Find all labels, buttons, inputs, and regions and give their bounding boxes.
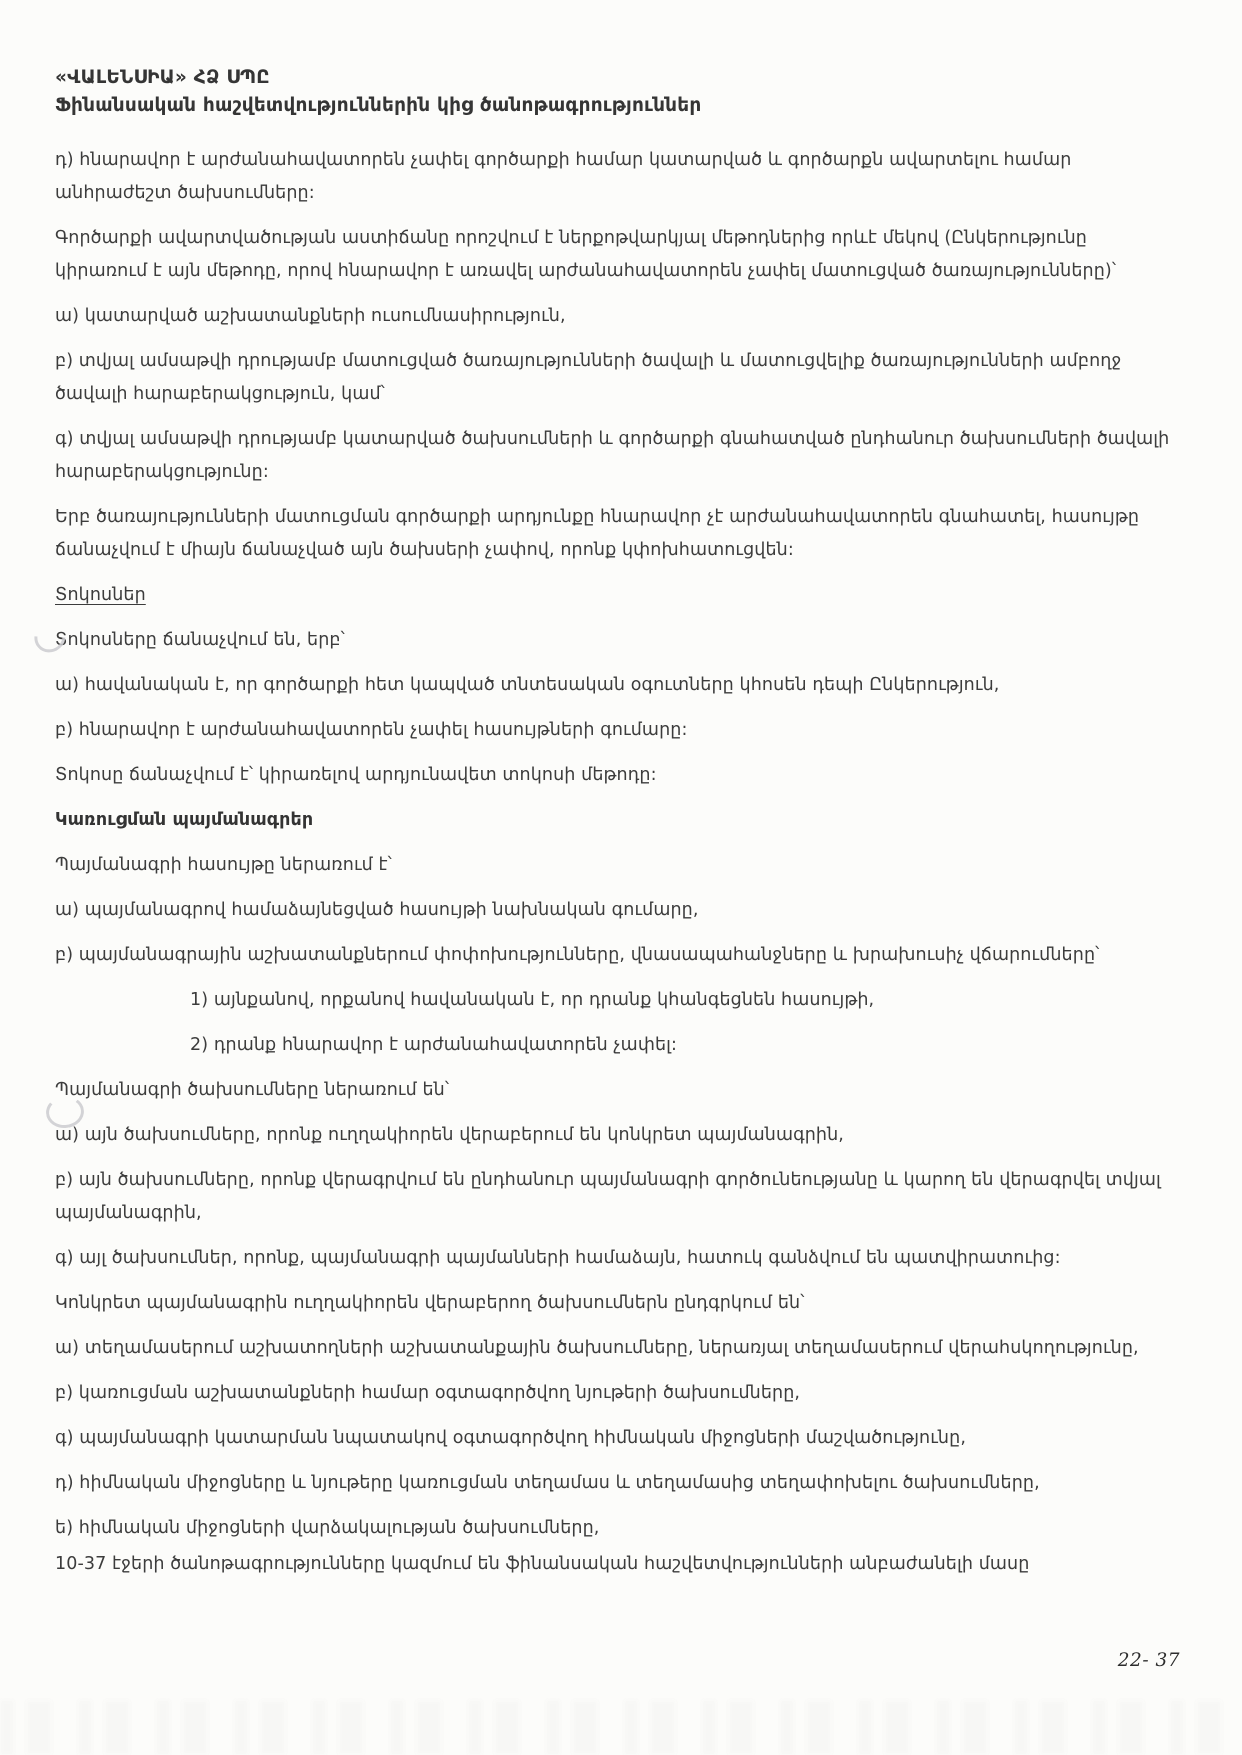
paragraph: Կոնկրետ պայմանագրին ուղղակիորեն վերաբերող ծախսումներն ընդգրկում են՝ xyxy=(55,1293,805,1313)
paragraph: բ) կառուցման աշխատանքների համար օգտագործվող նյութերի ծախսումները, xyxy=(55,1383,801,1403)
paragraph: ե) հիմնական միջոցների վարձակալության ծախսումները, xyxy=(55,1518,600,1538)
paragraph: 10-37 էջերի ծանոթագրությունները կազմում են ֆինանսական հաշվետվությունների անբաժանելի մասը xyxy=(55,1554,1030,1574)
paragraph: բ) պայմանագրային աշխատանքներում փոփոխությունները, վնասապահանջները և խրախուսիչ վճարումները՝ xyxy=(55,945,1100,965)
paragraph: 2) դրանք հնարավոր է արժանահավատորեն չափել: xyxy=(190,1035,678,1055)
paragraph: ա) տեղամասերում աշխատողների աշխատանքային ծախսումները, ներառյալ տեղամասերում վերահսկողությունը, xyxy=(55,1338,1139,1358)
paragraph: գ) պայմանագրի կատարման նպատակով օգտագործվող հիմնական միջոցների մաշվածությունը, xyxy=(55,1428,966,1448)
scan-bleed-through xyxy=(0,1700,1242,1755)
paragraph: դ) հնարավոր է արժանահավատորեն չափել գործարքի համար կատարված և գործարքն ավարտելու համար անհրաժեշտ ծախսումները: xyxy=(55,150,1072,203)
paragraph: Գործարքի ավարտվածության աստիճանը որոշվում է ներքոթվարկյալ մեթոդներից որևէ մեկով (Ընկերությունը կիրառում է այն մեթոդը, որով հնարավոր է առավել արժանահավատորեն չափել մատուցված ծառայությունները)՝ xyxy=(55,228,1117,281)
document-body xyxy=(55,64,1180,1581)
paragraph: 1) այնքանով, որքանով հավանական է, որ դրանք կհանգեցնեն հասույթի, xyxy=(190,990,875,1010)
paragraph: ա) կատարված աշխատանքների ուսումնասիրություն, xyxy=(55,306,566,326)
paragraph: Տոկոսները ճանաչվում են, երբ՝ xyxy=(55,630,345,650)
paragraph: գ) տվյալ ամսաթվի դրությամբ կատարված ծախսումների և գործարքի գնահատված ընդհանուր ծախսումների ծավալի հարաբերակցությունը: xyxy=(55,429,1170,482)
section-heading: Կառուցման պայմանագրեր xyxy=(55,810,314,830)
paragraph: ա) պայմանագրով համաձայնեցված հասույթի նախնական գումարը, xyxy=(55,900,699,920)
paragraph: բ) հնարավոր է արժանահավատորեն չափել հասույթների գումարը: xyxy=(55,720,688,740)
paragraph: Պայմանագրի ծախսումները ներառում են՝ xyxy=(55,1080,450,1100)
paragraph-list xyxy=(55,144,1180,1581)
paragraph: գ) այլ ծախսումներ, որոնք, պայմանագրի պայմանների համաձայն, հատուկ գանձվում են պատվիրատուից: xyxy=(55,1248,1061,1268)
paragraph: ա) այն ծախսումները, որոնք ուղղակիորեն վերաբերում են կոնկրետ պայմանագրին, xyxy=(55,1125,844,1145)
paragraph: բ) այն ծախսումները, որոնք վերագրվում են ընդհանուր պայմանագրի գործունեությանը և կարող են վերագրվել տվյալ պայմանագրին, xyxy=(55,1170,1161,1223)
paragraph: դ) հիմնական միջոցները և նյութերը կառուցման տեղամաս և տեղամասից տեղափոխելու ծախսումները, xyxy=(55,1473,1040,1493)
paragraph: Երբ ծառայությունների մատուցման գործարքի արդյունքը հնարավոր չէ արժանահավատորեն գնահատել, հասույթը ճանաչվում է միայն ճանաչված այն ծախսերի չափով, որոնք կփոխհատուցվեն: xyxy=(55,507,1140,560)
paragraph: ա) հավանական է, որ գործարքի հետ կապված տնտեսական օգուտները կհոսեն դեպի Ընկերություն, xyxy=(55,675,1000,695)
paragraph: Տոկոսը ճանաչվում է՝ կիրառելով արդյունավետ տոկոսի մեթոդը: xyxy=(55,765,657,785)
paragraph: բ) տվյալ ամսաթվի դրությամբ մատուցված ծառայությունների ծավալի և մատուցվելիք ծառայությունների ամբողջ ծավալի հարաբերակցություն, կամ՝ xyxy=(55,351,1122,404)
company-name: «ՎԱԼԵՆՍԻԱ» ՀՁ ՍՊԸ xyxy=(55,67,270,88)
paragraph: Պայմանագրի հասույթը ներառում է՝ xyxy=(55,855,392,875)
page-number: 22- 37 xyxy=(1117,1650,1180,1671)
document-title: Ֆինանսական հաշվետվություններին կից ծանոթագրություններ xyxy=(55,95,702,116)
section-heading: Տոկոսներ xyxy=(55,585,146,605)
